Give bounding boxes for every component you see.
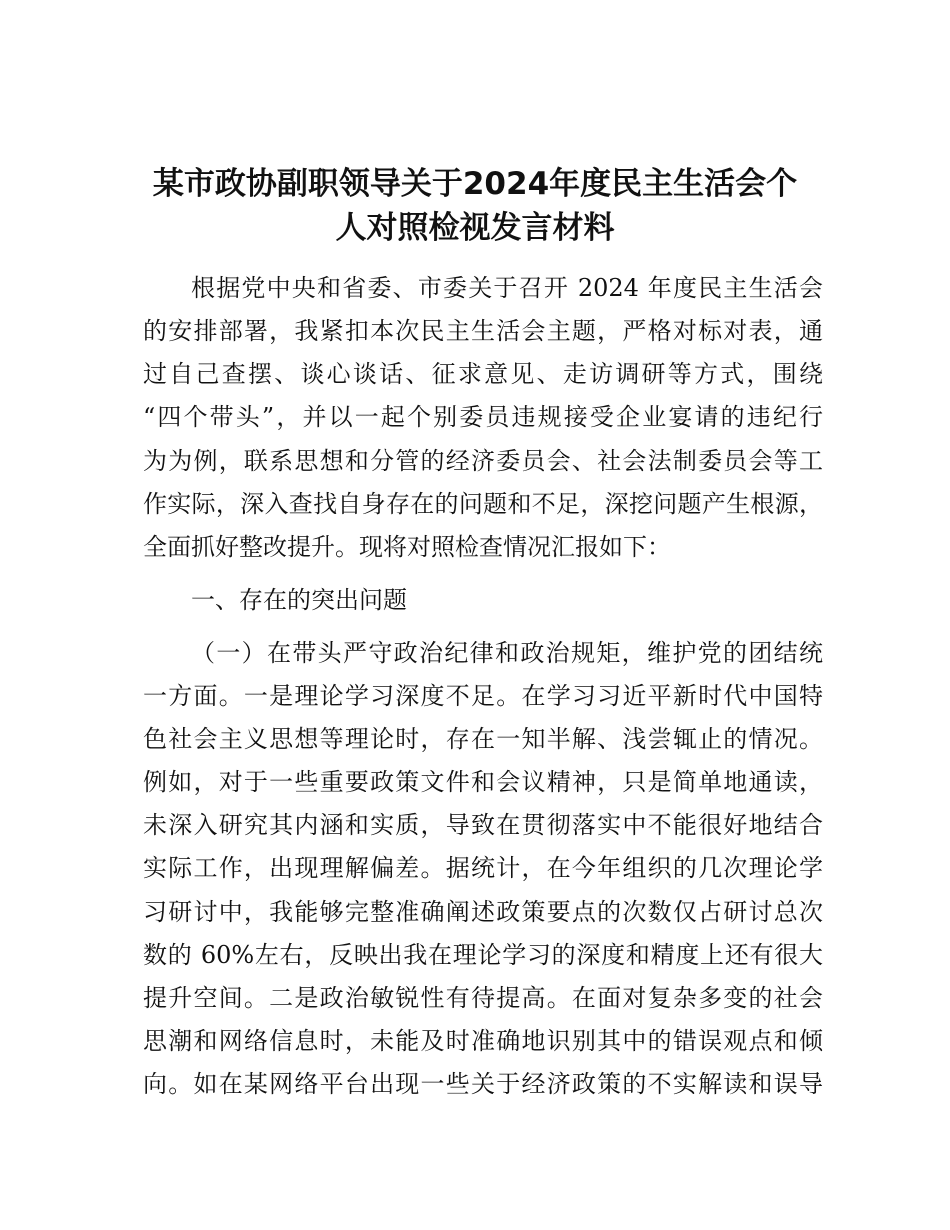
intro-line: 全面抓好整改提升。现将对照检查情况汇报如下： bbox=[143, 533, 671, 561]
section-1-line: 数的 60%左右，反映出我在理论学习的深度和精度上还有很大 bbox=[143, 941, 823, 969]
intro-line: “四个带头”，并以一起个别委员违规接受企业宴请的违纪行 bbox=[143, 403, 823, 431]
intro-line: 的安排部署，我紧扣本次民主生活会主题，严格对标对表，通 bbox=[143, 317, 823, 345]
section-heading: 一、存在的突出问题 bbox=[191, 586, 407, 614]
intro-line: 作实际，深入查找自身存在的问题和不足，深挖问题产生根源， bbox=[143, 490, 823, 518]
section-1-line: 思潮和网络信息时，未能及时准确地识别其中的错误观点和倾 bbox=[143, 1027, 823, 1055]
section-1-line: 一方面。一是理论学习深度不足。在学习习近平新时代中国特 bbox=[143, 682, 823, 710]
intro-line: 为为例，联系思想和分管的经济委员会、社会法制委员会等工 bbox=[143, 447, 823, 475]
section-1-line: （一）在带头严守政治纪律和政治规矩，维护党的团结统 bbox=[191, 639, 823, 667]
section-1-line: 习研讨中，我能够完整准确阐述政策要点的次数仅占研讨总次 bbox=[143, 898, 823, 926]
document-title-line-2: 人对照检视发言材料 bbox=[335, 210, 615, 246]
document-title-line-1: 某市政协副职领导关于2024年度民主生活会个 bbox=[152, 166, 798, 202]
section-1-line: 例如，对于一些重要政策文件和会议精神，只是简单地通读， bbox=[143, 768, 823, 796]
section-1-line: 向。如在某网络平台出现一些关于经济政策的不实解读和误导 bbox=[143, 1070, 823, 1098]
section-1-line: 未深入研究其内涵和实质，导致在贯彻落实中不能很好地结合 bbox=[143, 811, 823, 839]
intro-line: 过自己查摆、谈心谈话、征求意见、走访调研等方式，围绕 bbox=[143, 360, 823, 388]
section-1-line: 色社会主义思想等理论时，存在一知半解、浅尝辄止的情况。 bbox=[143, 725, 823, 753]
section-1-line: 提升空间。二是政治敏锐性有待提高。在面对复杂多变的社会 bbox=[143, 984, 823, 1012]
intro-line: 根据党中央和省委、市委关于召开 2024 年度民主生活会 bbox=[191, 274, 823, 302]
section-1-line: 实际工作，出现理解偏差。据统计，在今年组织的几次理论学 bbox=[143, 854, 823, 882]
